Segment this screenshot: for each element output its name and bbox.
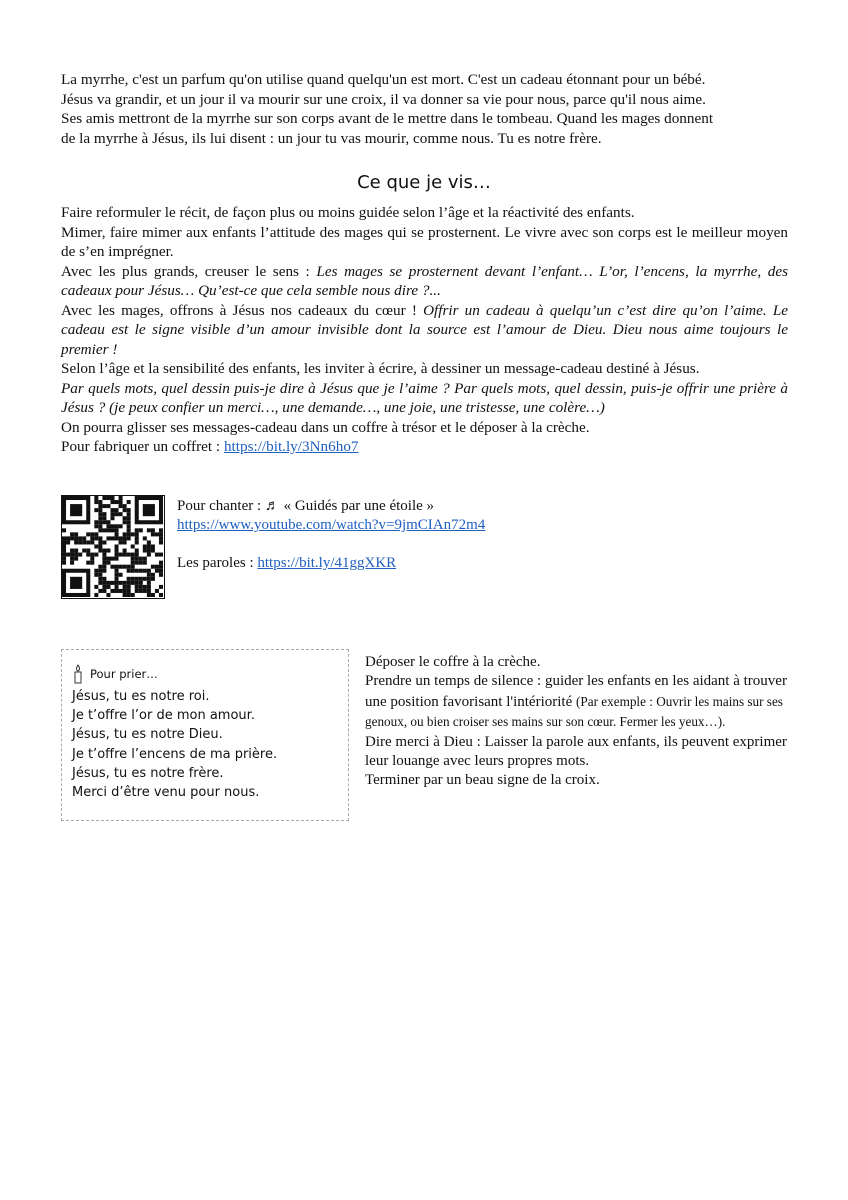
intro-line: La myrrhe, c'est un parfum qu'on utilise quand quelqu'un est mort. C'est un cadeau étonnant pour un bébé.	[61, 71, 706, 88]
closing-line: Dire merci à Dieu : Laisser la parole aux enfants, ils peuvent exprimer leur louange avec leurs propres mots.	[365, 733, 787, 770]
qr-code-icon	[61, 495, 165, 599]
closing-line: Terminer par un beau signe de la croix.	[365, 772, 600, 789]
paragraph-text: Avec les mages, offrons à Jésus nos cadeaux du cœur !	[61, 301, 424, 319]
paragraph-italic: Par quels mots, quel dessin puis-je dire à Jésus que je l’aime ? Par quels mots, quel dessin, puis-je offrir une prière à Jésus ? (je peux confier un merci…, une demande…, une joie, une tristesse, une colère…)	[61, 379, 788, 416]
paragraph	[61, 301, 788, 360]
song-label: Pour chanter :	[177, 498, 265, 514]
prayer-line: Je t’offre l’encens de ma prière.	[72, 746, 278, 762]
section-body	[61, 203, 788, 457]
coffret-link[interactable]: https://bit.ly/3Nn6ho7	[223, 438, 359, 455]
closing-line: Déposer le coffre à la crèche.	[365, 654, 541, 670]
prayer-line: Jésus, tu es notre roi.	[72, 689, 210, 704]
candle-icon	[72, 664, 84, 684]
song-title: « Guidés par une étoile »	[279, 498, 435, 514]
intro-line: Ses amis mettront de la myrrhe sur son corps avant de le mettre dans le tombeau. Quand les mages donnent	[61, 110, 714, 127]
paragraph	[61, 262, 788, 301]
prayer-heading	[72, 664, 338, 684]
prayer-line: Je t’offre l’or de mon amour.	[72, 708, 255, 724]
paragraph: Selon l’âge et la sensibilité des enfants, les inviter à écrire, à dessiner un message-cadeau destiné à Jésus.	[61, 360, 700, 377]
prayer-line: Merci d’être venu pour nous.	[72, 785, 260, 801]
intro-line: Jésus va grandir, et un jour il va mourir sur une croix, il va donner sa vie pour nous, parce qu'il nous aime.	[61, 90, 706, 108]
paragraph: Faire reformuler le récit, de façon plus ou moins guidée selon l’âge et la réactivité des enfants.	[61, 204, 635, 221]
prayer-line: Jésus, tu es notre frère.	[72, 765, 224, 781]
coffret-label: Pour fabriquer un coffret :	[61, 438, 224, 455]
song-block	[177, 497, 485, 573]
paragraph	[61, 437, 788, 457]
intro-paragraph	[61, 70, 788, 148]
youtube-link[interactable]: https://www.youtube.com/watch?v=9jmCIAn72m4	[177, 517, 486, 533]
paragraph: On pourra glisser ses messages-cadeau dans un coffre à trésor et le déposer à la crèche.	[61, 418, 590, 436]
paragraph-text: Avec les plus grands, creuser le sens :	[61, 262, 317, 280]
prayer-line: Jésus, tu es notre Dieu.	[72, 727, 223, 743]
paragraph: Mimer, faire mimer aux enfants l’attitude des mages qui se prosternent. Le vivre avec son corps est le meilleur moyen de s’en imprégner.	[61, 223, 788, 260]
closing-line	[365, 672, 790, 732]
section-title: Ce que je vis…	[357, 172, 491, 193]
closing-text: Prendre un temps de silence : guider les enfants en les aidant à trouver une position favorisant l'intériorité	[365, 673, 787, 710]
closing-steps	[365, 653, 790, 791]
prayer-title: Pour prier…	[90, 666, 158, 681]
paragraph-italic: Offrir un cadeau à quelqu’un c’est dire qu’on l’aime. Le cadeau est le signe visible d’un amour invisible dont la source est l’amour de Dieu. Dieu nous aime toujours le premier !	[61, 301, 789, 358]
paragraph-italic: Les mages se prosternent devant l’enfant… L’or, l’encens, la myrrhe, des cadeaux pour Jésus… Qu’est-ce que cela semble nous dire ?...	[61, 262, 789, 299]
closing-note: (Par exemple : Ouvrir les mains sur ses genoux, ou bien croiser ses mains sur son cœur. Fermer les yeux…).	[365, 693, 783, 730]
lyrics-link[interactable]: https://bit.ly/41ggXKR	[257, 555, 397, 571]
music-note-icon: ♬	[264, 498, 280, 514]
intro-line: de la myrrhe à Jésus, ils lui disent : un jour tu vas mourir, comme nous. Tu es notre frère.	[61, 129, 602, 147]
lyrics-label: Les paroles :	[177, 555, 258, 571]
prayer-box	[61, 649, 349, 821]
